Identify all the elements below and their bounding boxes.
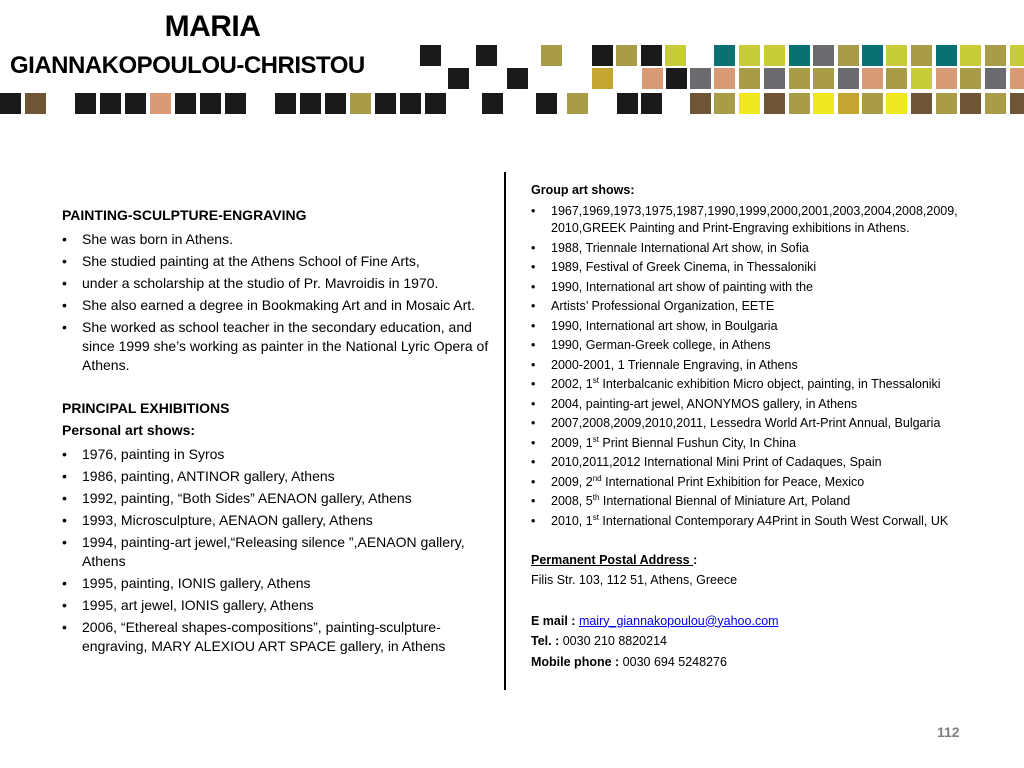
- address-label-line: [531, 550, 1001, 571]
- mosaic-tile: [1010, 93, 1024, 114]
- mosaic-tile: [75, 93, 96, 114]
- personal-show-item: • 1986, painting, ANTINOR gallery, Athens: [62, 467, 492, 486]
- personal-show-item: • 1992, painting, “Both Sides” AENAON gallery, Athens: [62, 489, 492, 508]
- mosaic-tile: [690, 68, 711, 89]
- mosaic-tile: [764, 45, 785, 66]
- group-show-item: • 2007,2008,2009,2010,2011, Lessedra World Art-Print Annual, Bulgaria: [531, 415, 1001, 432]
- mosaic-tile: [936, 45, 957, 66]
- group-show-item: • 1967,1969,1973,1975,1987,1990,1999,2000,2001,2003,2004,2008,2009, 2010,GREEK Painting and Print-Engraving exhibitions in Athens.: [531, 203, 1001, 237]
- mosaic-tile: [567, 93, 588, 114]
- group-show-item: • Artists’ Professional Organization, EETE: [531, 298, 1001, 315]
- mosaic-tile: [813, 68, 834, 89]
- mosaic-tile: [200, 93, 221, 114]
- mosaic-tile: [375, 93, 396, 114]
- mosaic-tile: [225, 93, 246, 114]
- mosaic-tile: [690, 93, 711, 114]
- mosaic-tile: [448, 68, 469, 89]
- mosaic-tile: [764, 68, 785, 89]
- mosaic-tile: [1010, 45, 1024, 66]
- group-show-item: • 2009, 1st Print Biennal Fushun City, In China: [531, 435, 1001, 452]
- email-line: [531, 611, 1001, 632]
- mosaic-tile: [789, 93, 810, 114]
- section-heading-personal: Personal art shows:: [62, 422, 196, 439]
- mosaic-tile: [641, 45, 662, 66]
- mosaic-tile: [1010, 68, 1024, 89]
- mosaic-tile: [911, 93, 932, 114]
- mosaic-tile: [300, 93, 321, 114]
- personal-show-item: • 2006, “Ethereal shapes-compositions”, painting-sculpture-engraving, MARY ALEXIOU ART SPACE gallery, in Athens: [62, 618, 492, 656]
- mosaic-tile: [325, 93, 346, 114]
- mosaic-tile: [476, 45, 497, 66]
- mosaic-tile: [862, 68, 883, 89]
- column-divider: [504, 172, 506, 690]
- mosaic-tile: [739, 45, 760, 66]
- personal-show-item: • 1994, painting-art jewel,“Releasing silence ”,AENAON gallery, Athens: [62, 533, 492, 571]
- mosaic-tile: [425, 93, 446, 114]
- mobile-value: 0030 694 5248276: [622, 654, 727, 669]
- mosaic-tile: [886, 93, 907, 114]
- mosaic-tile: [739, 68, 760, 89]
- group-show-item: • 2010, 1st International Contemporary A4Print in South West Corwall, UK: [531, 513, 1001, 530]
- mosaic-tile: [592, 45, 613, 66]
- mosaic-tile: [862, 45, 883, 66]
- personal-shows-list: [62, 445, 492, 656]
- mosaic-tile: [150, 93, 171, 114]
- mosaic-tile: [714, 93, 735, 114]
- mosaic-tile: [985, 68, 1006, 89]
- group-show-item: • 2008, 5th International Biennal of Miniature Art, Poland: [531, 493, 1001, 510]
- personal-show-item: • 1993, Microsculpture, AENAON gallery, Athens: [62, 511, 492, 530]
- page-number: 112: [937, 724, 960, 740]
- mosaic-tile: [125, 93, 146, 114]
- mosaic-tile: [960, 93, 981, 114]
- mosaic-tile: [886, 68, 907, 89]
- title-last-name: GIANNAKOPOULOU-CHRISTOU: [10, 52, 365, 79]
- title-first-name: MARIA: [164, 10, 261, 43]
- tel-value: 0030 210 8820214: [562, 634, 667, 648]
- bio-item: • She worked as school teacher in the secondary education, and since 1999 she’s working as painter in the National Lyric Opera of Athens.: [62, 318, 492, 375]
- mosaic-tile: [985, 93, 1006, 114]
- postal-address: Filis Str. 103, 112 51, Athens, Greece: [531, 573, 738, 587]
- mosaic-tile: [838, 68, 859, 89]
- mosaic-tile: [617, 93, 638, 114]
- mosaic-tile: [25, 93, 46, 114]
- mosaic-tile: [642, 68, 663, 89]
- mosaic-tile: [616, 45, 637, 66]
- group-shows-list: [531, 203, 1001, 530]
- group-show-item: • 2004, painting-art jewel, ANONYMOS gallery, in Athens: [531, 396, 1001, 413]
- bio-item: • She was born in Athens.: [62, 230, 492, 249]
- mosaic-tile: [507, 68, 528, 89]
- mosaic-tile: [886, 45, 907, 66]
- personal-show-item: • 1995, art jewel, IONIS gallery, Athens: [62, 596, 492, 615]
- tel-line: [531, 631, 1001, 652]
- mosaic-tile: [764, 93, 785, 114]
- mosaic-tile: [936, 93, 957, 114]
- mosaic-tile: [0, 93, 21, 114]
- mosaic-tile: [592, 68, 613, 89]
- group-show-item: • 1988, Triennale International Art show, in Sofia: [531, 240, 1001, 257]
- email-link[interactable]: mairy_giannakopoulou@yahoo.com: [578, 613, 779, 628]
- group-show-item: • 1990, German-Greek college, in Athens: [531, 337, 1001, 354]
- mosaic-tile: [536, 93, 557, 114]
- personal-show-item: • 1995, painting, IONIS gallery, Athens: [62, 574, 492, 593]
- mosaic-tile: [911, 68, 932, 89]
- group-show-item: • 2010,2011,2012 International Mini Print of Cadaques, Spain: [531, 454, 1001, 471]
- bio-list: [62, 230, 492, 375]
- mosaic-tile: [175, 93, 196, 114]
- section-heading-exhibitions: PRINCIPAL EXHIBITIONS: [62, 399, 230, 416]
- right-column: [531, 180, 1001, 672]
- personal-show-item: • 1976, painting in Syros: [62, 445, 492, 464]
- mosaic-tile: [714, 45, 735, 66]
- mosaic-tile: [838, 93, 859, 114]
- mosaic-tile: [789, 68, 810, 89]
- mobile-line: [531, 652, 1001, 673]
- group-show-item: • 2009, 2nd International Print Exhibition for Peace, Mexico: [531, 474, 1001, 491]
- group-show-item: • 1990, International art show of painting with the: [531, 279, 1001, 296]
- address-label: Permanent Postal Address: [531, 552, 694, 567]
- tel-label: Tel. :: [531, 634, 563, 648]
- mosaic-tile: [541, 45, 562, 66]
- mosaic-tile: [789, 45, 810, 66]
- mosaic-tile: [275, 93, 296, 114]
- left-column: [62, 204, 492, 656]
- email-label: E mail :: [531, 613, 579, 628]
- mosaic-tile: [665, 45, 686, 66]
- mosaic-tile: [100, 93, 121, 114]
- mosaic-tile: [985, 45, 1006, 66]
- mosaic-tile: [714, 68, 735, 89]
- group-show-item: • 2000-2001, 1 Triennale Engraving, in Athens: [531, 357, 1001, 374]
- bio-item: • She studied painting at the Athens School of Fine Arts,: [62, 252, 492, 271]
- mosaic-tile: [960, 68, 981, 89]
- mosaic-tile: [813, 45, 834, 66]
- group-show-item: • 2002, 1st Interbalcanic exhibition Micro object, painting, in Thessaloniki: [531, 376, 1001, 393]
- address-colon: :: [693, 552, 698, 567]
- bio-item: • She also earned a degree in Bookmaking Art and in Mosaic Art.: [62, 296, 492, 315]
- mosaic-tile: [482, 93, 503, 114]
- section-heading-disciplines: PAINTING-SCULPTURE-ENGRAVING: [62, 207, 307, 223]
- bio-item: • under a scholarship at the studio of Pr. Mavroidis in 1970.: [62, 274, 492, 293]
- mosaic-tile: [936, 68, 957, 89]
- mosaic-tile: [739, 93, 760, 114]
- mosaic-tile: [641, 93, 662, 114]
- group-show-item: • 1990, International art show, in Boulgaria: [531, 318, 1001, 335]
- mosaic-tile: [960, 45, 981, 66]
- mosaic-tile: [911, 45, 932, 66]
- mosaic-tile: [666, 68, 687, 89]
- mosaic-tile: [420, 45, 441, 66]
- mobile-label: Mobile phone :: [531, 654, 623, 669]
- group-show-item: • 1989, Festival of Greek Cinema, in Thessaloniki: [531, 259, 1001, 276]
- mosaic-tile: [813, 93, 834, 114]
- mosaic-tile: [862, 93, 883, 114]
- section-heading-group: Group art shows:: [531, 183, 635, 197]
- mosaic-tile: [400, 93, 421, 114]
- mosaic-tile: [350, 93, 371, 114]
- mosaic-tile: [838, 45, 859, 66]
